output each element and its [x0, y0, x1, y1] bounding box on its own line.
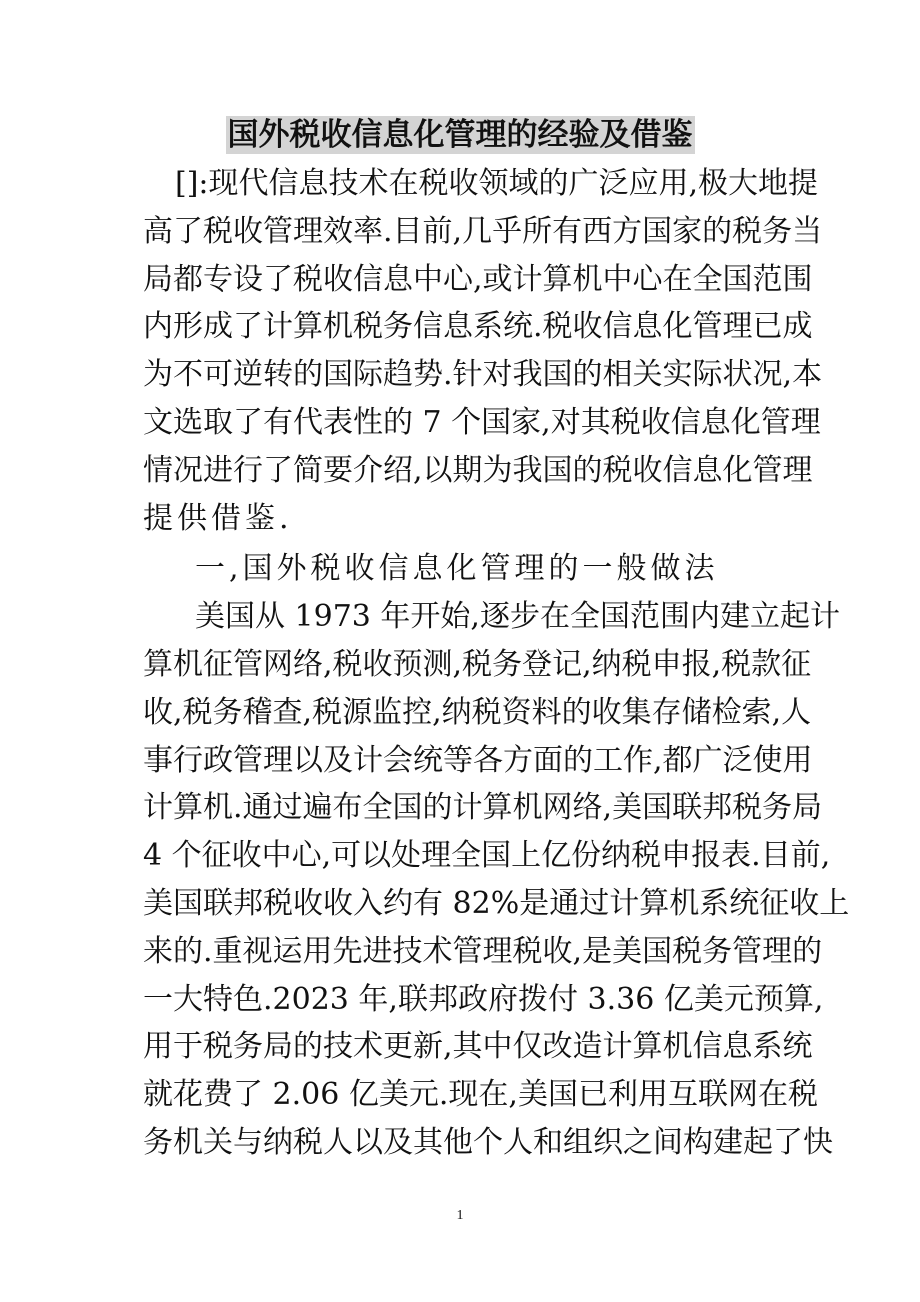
- text-line: 为不可逆转的国际趋势.针对我国的相关实际状况,本: [143, 357, 823, 393]
- text-line: 高了税收管理效率.目前,几乎所有西方国家的税务当: [143, 213, 823, 249]
- text-line: 美国从 1973 年开始,逐步在全国范围内建立起计: [195, 599, 840, 635]
- text-line: 事行政管理以及计会统等各方面的工作,都广泛使用: [143, 742, 813, 778]
- title-container: [0, 116, 920, 154]
- text-line: 来的.重视运用先进技术管理税收,是美国税务管理的: [143, 933, 823, 969]
- text-line: []:现代信息技术在税收领域的广泛应用,极大地提: [175, 166, 819, 201]
- text-line: 文选取了有代表性的 7 个国家,对其税收信息化管理: [143, 404, 821, 440]
- text-line: 收,税务稽查,税源监控,纳税资料的收集存储检索,人: [143, 694, 812, 730]
- text-line: 局都专设了税收信息中心,或计算机中心在全国范围: [143, 261, 813, 297]
- text-line: 情况进行了简要介绍,以期为我国的税收信息化管理: [143, 452, 813, 488]
- text-line: 提供借鉴.: [143, 500, 293, 536]
- text-line: 计算机.通过遍布全国的计算机网络,美国联邦税务局: [143, 790, 823, 826]
- document-body: [143, 160, 850, 1167]
- text-line: 一大特色.2023 年,联邦政府拨付 3.36 亿美元预算,: [143, 981, 824, 1017]
- text-line: 算机征管网络,税收预测,税务登记,纳税申报,税款征: [143, 646, 812, 682]
- text-line: 就花费了 2.06 亿美元.现在,美国已利用互联网在税: [143, 1077, 818, 1113]
- page-number: 1: [456, 1208, 464, 1223]
- text-line: 美国联邦税收收入约有 82%是通过计算机系统征收上: [143, 885, 850, 921]
- text-line: 务机关与纳税人以及其他个人和组织之间构建起了快: [143, 1124, 833, 1160]
- text-line: 4 个征收中心,可以处理全国上亿份纳税申报表.目前,: [143, 838, 831, 874]
- text-line: 用于税务局的技术更新,其中仅改造计算机信息系统: [143, 1029, 813, 1065]
- text-line: 内形成了计算机税务信息系统.税收信息化管理已成: [143, 309, 813, 345]
- section-heading: 一,国外税收信息化管理的一般做法: [195, 551, 719, 587]
- document-title: 国外税收信息化管理的经验及借鉴: [227, 117, 693, 153]
